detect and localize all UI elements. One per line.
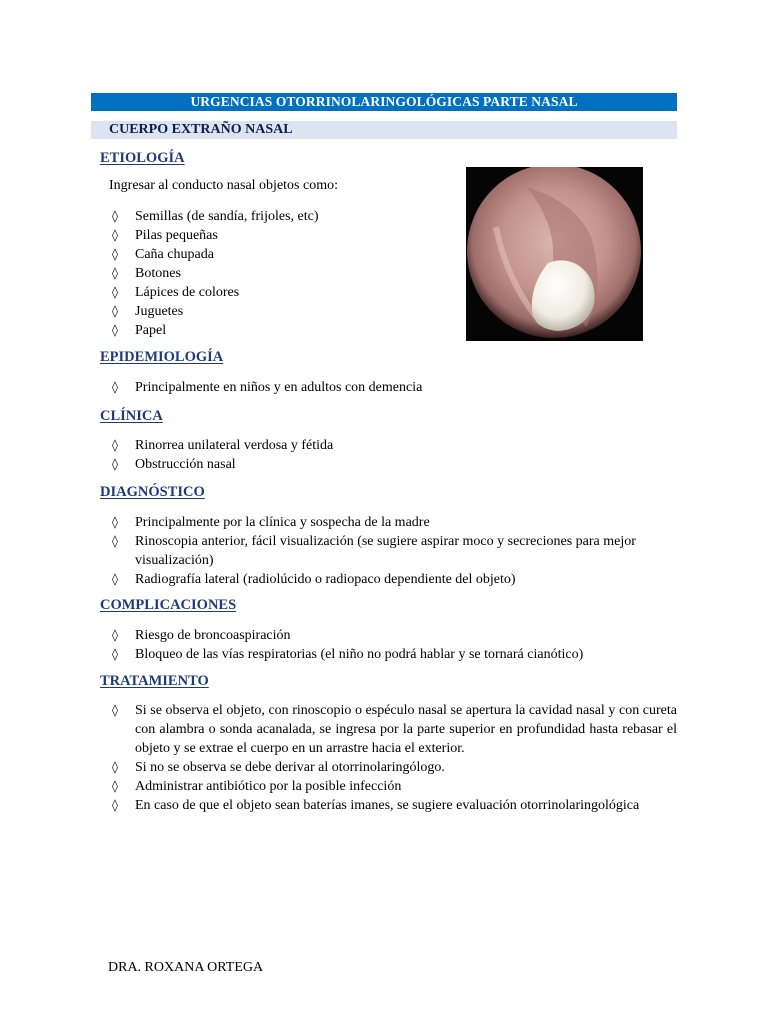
bullet-icon: ◊ — [112, 323, 118, 337]
bullet-icon: ◊ — [112, 457, 118, 471]
list-item: ◊ Bloqueo de las vías respiratorias (el niño no podrá hablar y se tornará cianótico) — [112, 647, 584, 662]
bullet-icon: ◊ — [112, 572, 118, 586]
bullet-icon: ◊ — [112, 247, 118, 261]
heading-epidemiologia: EPIDEMIOLOGÍA — [100, 349, 224, 365]
list-item: ◊ Obstrucción nasal — [112, 457, 236, 472]
list-item: ◊ Pilas pequeñas — [112, 228, 218, 243]
list-item: ◊ Papel — [112, 323, 167, 338]
page-title: URGENCIAS OTORRINOLARINGOLÓGICAS PARTE NASAL — [91, 93, 677, 111]
bullet-icon: ◊ — [112, 534, 118, 548]
list-item: ◊ Juguetes — [112, 304, 184, 319]
list-item: ◊ Semillas (de sandía, frijoles, etc) — [112, 209, 319, 224]
heading-tratamiento: TRATAMIENTO — [100, 673, 209, 689]
etiologia-intro: Ingresar al conducto nasal objetos como: — [109, 178, 338, 193]
list-item: ◊ Si no se observa se debe derivar al otorrinolaringólogo. — [112, 760, 445, 775]
bullet-icon: ◊ — [112, 628, 118, 642]
list-item: ◊ Lápices de colores — [112, 285, 240, 300]
bullet-icon: ◊ — [112, 304, 118, 318]
list-item: ◊ Botones — [112, 266, 181, 281]
bullet-icon: ◊ — [112, 228, 118, 242]
list-item: ◊ Caña chupada — [112, 247, 214, 262]
bullet-icon: ◊ — [112, 647, 118, 661]
complicaciones-list — [112, 626, 677, 664]
heading-diagnostico: DIAGNÓSTICO — [100, 484, 205, 500]
endoscopy-photo — [466, 167, 643, 341]
list-item: ◊ Principalmente en niños y en adultos con demencia — [112, 380, 423, 395]
bullet-icon: ◊ — [112, 703, 118, 717]
bullet-icon: ◊ — [112, 380, 118, 394]
heading-clinica: CLÍNICA — [100, 408, 163, 424]
bullet-icon: ◊ — [112, 438, 118, 452]
heading-complicaciones: COMPLICACIONES — [100, 597, 237, 613]
epidemiologia-list — [112, 378, 672, 397]
etiologia-list — [112, 207, 452, 340]
clinica-list — [112, 436, 672, 474]
list-item: ◊ En caso de que el objeto sean baterías imanes, se sugiere evaluación otorrinolaringológica — [112, 798, 640, 813]
list-item: ◊ Rinoscopia anterior, fácil visualización (se sugiere aspirar moco y secreciones para mejor visualización) — [112, 534, 636, 568]
bullet-icon: ◊ — [112, 209, 118, 223]
bullet-icon: ◊ — [112, 285, 118, 299]
bullet-icon: ◊ — [112, 779, 118, 793]
bullet-icon: ◊ — [112, 515, 118, 529]
tratamiento-list — [112, 701, 677, 815]
list-item: ◊ Administrar antibiótico por la posible infección — [112, 779, 402, 794]
bullet-icon: ◊ — [112, 798, 118, 812]
section-subtitle: CUERPO EXTRAÑO NASAL — [91, 121, 677, 139]
list-item: ◊ Principalmente por la clínica y sospecha de la madre — [112, 515, 430, 530]
heading-etiologia: ETIOLOGÍA — [100, 150, 185, 166]
author-footer: DRA. ROXANA ORTEGA — [108, 960, 264, 975]
bullet-icon: ◊ — [112, 266, 118, 280]
diagnostico-list — [112, 513, 677, 589]
list-item: ◊ Si se observa el objeto, con rinoscopio o espéculo nasal se apertura la cavidad nasal y con cureta con alambra o sonda acanalada, se ingresa por la parte superior en profundidad hasta rebasar el objeto y se extrae el cuerpo en un arrastre hacia el exterior. — [112, 703, 677, 756]
list-item: ◊ Rinorrea unilateral verdosa y fétida — [112, 438, 334, 453]
bullet-icon: ◊ — [112, 760, 118, 774]
list-item: ◊ Radiografía lateral (radiolúcido o radiopaco dependiente del objeto) — [112, 572, 516, 587]
list-item: ◊ Riesgo de broncoaspiración — [112, 628, 291, 643]
